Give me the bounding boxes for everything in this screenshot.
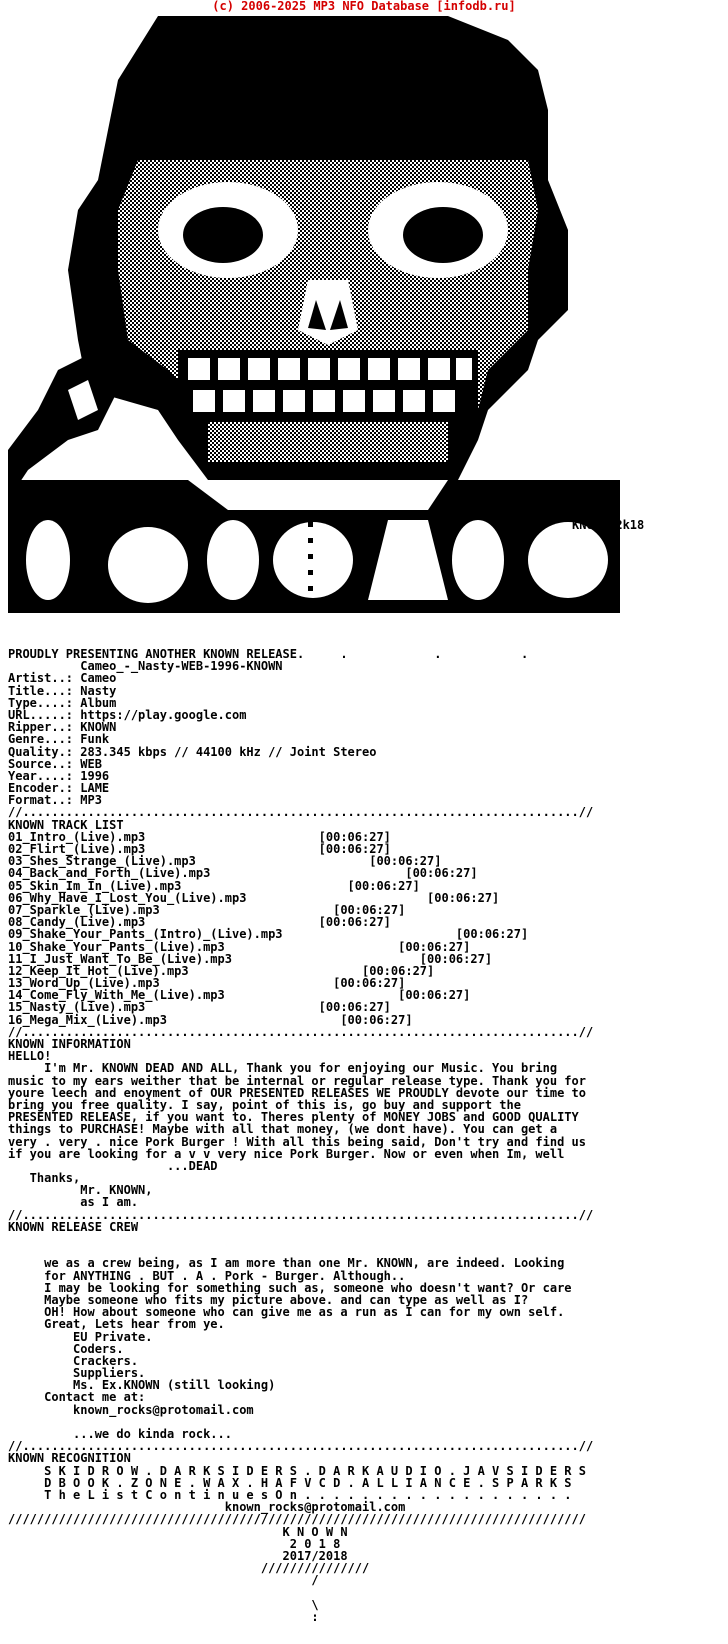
nfo-line: Title...: Nasty: [8, 683, 117, 698]
art-tag: KNOWN.2k18: [572, 518, 645, 532]
nfo-line: Artist..: Cameo: [8, 671, 117, 686]
nfo-line: PRESENTED RELEASE, if you want to. Theres plenty of MONEY JOBS and GOOD QUALITY: [8, 1110, 579, 1125]
nfo-line: 12_Keep_It_Hot_(Live).mp3 [00:06:27]: [8, 963, 435, 978]
nfo-line: ////////////////////////////////////////////////////////////////////////////////: [8, 1512, 586, 1527]
nfo-line: [8, 1233, 720, 1245]
nfo-line: S K I D R O W . D A R K S I D E R S . D A R K A U D I O . J A V S I D E R S: [8, 1463, 586, 1478]
nfo-line: D B O O K . Z O N E . W A X . H A F V C D . A L L I A N C E . S P A R K S: [8, 1475, 572, 1490]
nfo-line: //.............................................................................//: [8, 1207, 594, 1222]
nfo-line: //.............................................................................//: [8, 1439, 594, 1454]
nfo-line: [8, 1586, 720, 1598]
nfo-line: KNOWN TRACK LIST: [8, 817, 124, 832]
nfo-line: Suppliers.: [8, 1366, 146, 1381]
nfo-line: Year....: 1996: [8, 768, 110, 783]
nfo-line: as I am.: [8, 1195, 139, 1210]
nfo-line: T h e L i s t C o n t i n u e s O n . . . . . . . . . . . . . . . . . . .: [8, 1487, 572, 1502]
nfo-line: Genre...: Funk: [8, 732, 110, 747]
nfo-line: HELLO!: [8, 1049, 52, 1064]
nfo-text: [8, 648, 720, 1623]
nfo-line: 16_Mega_Mix_(Live).mp3 [00:06:27]: [8, 1012, 413, 1027]
nfo-line: 09_Shake_Your_Pants_(Intro)_(Live).mp3 [00:06:27]: [8, 927, 529, 942]
nfo-line: 10_Shake_Your_Pants_(Live).mp3 [00:06:27]: [8, 939, 471, 954]
nfo-line: we as a crew being, as I am more than one Mr. KNOWN, are indeed. Looking: [8, 1256, 565, 1271]
nfo-line: Thanks,: [8, 1171, 81, 1186]
nfo-line: Quality.: 283.345 kbps // 44100 kHz // Joint Stereo: [8, 744, 377, 759]
nfo-line: music to my ears weither that be internal or regular release type. Thank you for: [8, 1073, 586, 1088]
nfo-line: KNOWN INFORMATION: [8, 1037, 131, 1051]
nfo-line: ...we do kinda rock...: [8, 1427, 232, 1441]
nfo-line: :: [8, 1609, 319, 1624]
nfo-line: 06_Why_Have_I_Lost_You_(Live).mp3 [00:06:27]: [8, 890, 500, 905]
nfo-line: known_rocks@protomail.com: [8, 1402, 254, 1417]
nfo-line: ///////////////: [8, 1561, 370, 1576]
nfo-line: OH! How about someone who can give me as a run as I can for my own self.: [8, 1305, 565, 1320]
nfo-line: Crackers.: [8, 1353, 139, 1368]
nfo-line: 05_Skin_Im_In_(Live).mp3 [00:06:27]: [8, 878, 420, 893]
nfo-line: 01_Intro_(Live).mp3 [00:06:27]: [8, 829, 391, 844]
nfo-line: \: [8, 1597, 319, 1612]
nfo-line: 08_Candy_(Live).mp3 [00:06:27]: [8, 915, 391, 930]
nfo-line: /: [8, 1573, 319, 1588]
copyright-banner: (c) 2006-2025 MP3 NFO Database [infodb.ru]: [212, 0, 516, 13]
nfo-line: Contact me at:: [8, 1390, 146, 1405]
nfo-line: for ANYTHING . BUT . A . Pork - Burger. Although..: [8, 1268, 406, 1283]
nfo-line: Source..: WEB: [8, 756, 102, 771]
nfo-line: Coders.: [8, 1341, 124, 1356]
nfo-line: PROUDLY PRESENTING ANOTHER KNOWN RELEASE. . . .: [8, 647, 529, 661]
nfo-line: EU Private.: [8, 1329, 153, 1344]
nfo-line: KNOWN RELEASE CREW: [8, 1219, 139, 1234]
nfo-line: 15_Nasty_(Live).mp3 [00:06:27]: [8, 1000, 391, 1015]
nfo-line: Maybe someone who fits my picture above. and can type as well as I?: [8, 1292, 529, 1307]
nfo-line: Ripper..: KNOWN: [8, 720, 117, 735]
nfo-line: Cameo_-_Nasty-WEB-1996-KNOWN: [8, 659, 283, 674]
nfo-line: known_rocks@protomail.com: [8, 1500, 406, 1515]
nfo-line: Ms. Ex.KNOWN (still looking): [8, 1378, 276, 1393]
nfo-line: URL.....: https://play.google.com: [8, 707, 247, 722]
nfo-line: ...DEAD: [8, 1158, 218, 1173]
nfo-line: youre leech and enoyment of OUR PRESENTED RELEASES WE PROUDLY devote our time to: [8, 1085, 586, 1100]
nfo-line: bring you free quality. I say, point of this is, go buy and support the: [8, 1097, 521, 1112]
nfo-line: if you are looking for a v v very nice Pork Burger. Now or even when Im, well: [8, 1146, 565, 1161]
nfo-line: things to PURCHASE! Maybe with all that money, (we dont have). You can get a: [8, 1122, 558, 1137]
nfo-line: 2 0 1 8: [8, 1536, 341, 1551]
nfo-line: K N O W N: [8, 1524, 348, 1539]
nfo-line: //.............................................................................//: [8, 805, 594, 820]
nfo-line: 11_I_Just_Want_To_Be_(Live).mp3 [00:06:27]: [8, 951, 493, 966]
nfo-line: Format..: MP3: [8, 793, 102, 808]
nfo-line: KNOWN RECOGNITION: [8, 1451, 131, 1466]
nfo-line: I'm Mr. KNOWN DEAD AND ALL, Thank you for enjoying our Music. You bring: [8, 1061, 558, 1076]
nfo-line: //.............................................................................//: [8, 1024, 594, 1039]
nfo-line: 04_Back_and_Forth_(Live).mp3 [00:06:27]: [8, 866, 478, 881]
nfo-line: Encoder.: LAME: [8, 781, 110, 796]
skull-ascii-art-icon: [8, 10, 652, 642]
nfo-line: 03_Shes_Strange_(Live).mp3 [00:06:27]: [8, 854, 442, 869]
nfo-line: very . very . nice Pork Burger ! With all this being said, Don't try and find us: [8, 1134, 586, 1149]
nfo-line: 02_Flirt_(Live).mp3 [00:06:27]: [8, 842, 391, 856]
nfo-line: 2017/2018: [8, 1548, 348, 1563]
nfo-line: 14_Come_Fly_With_Me_(Live).mp3 [00:06:27]: [8, 988, 471, 1003]
nfo-line: Great, Lets hear from ye.: [8, 1317, 225, 1332]
nfo-line: 07_Sparkle_(Live).mp3 [00:06:27]: [8, 902, 406, 917]
nfo-line: 13_Word_Up_(Live).mp3 [00:06:27]: [8, 976, 406, 991]
nfo-line: I may be looking for something such as, someone who doesn't want? Or care: [8, 1280, 572, 1295]
nfo-line: Mr. KNOWN,: [8, 1183, 153, 1198]
nfo-line: Type....: Album: [8, 695, 117, 710]
